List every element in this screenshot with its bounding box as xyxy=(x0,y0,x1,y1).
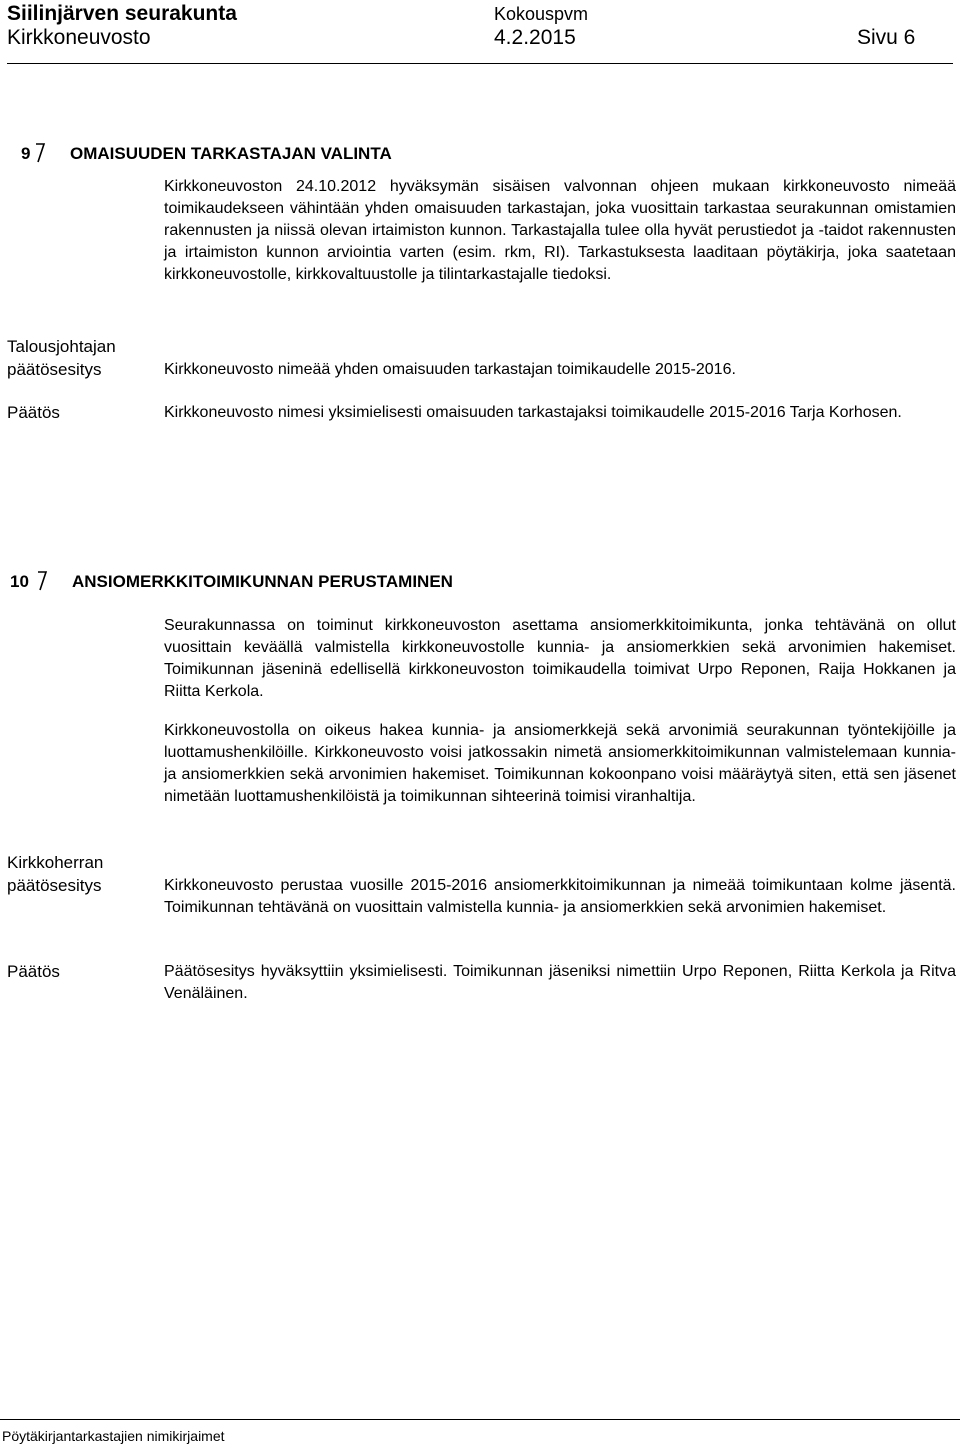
proposal-label-line2: päätösesitys xyxy=(7,876,102,895)
proposal-label-line2: päätösesitys xyxy=(7,360,102,379)
section-body-text: Kirkkoneuvoston 24.10.2012 hyväksymän sisäisen valvonnan ohjeen mukaan kirkkoneuvosto nimeää toimikaudekseen vähintään yhden omaisuuden tarkastajan, joka vuosittain tarkastaa seurakunnan omistamien rakennusten ja niissä olevan irtaimiston kunnon. Tarkastajalla tulee olla hyvät perustiedot ja -taidot rakennusten ja irtaimiston kunnon arviointia varten (esim. rkm, RI). Tarkastuksesta laaditaan pöytäkirja, joka saatetaan kirkkoneuvostolle, kirkkovaltuustolle ja tilintarkastajalle tiedoksi. xyxy=(164,178,956,283)
initials-label: Pöytäkirjantarkastajien nimikirjaimet xyxy=(2,1428,225,1444)
footer-divider xyxy=(0,1419,960,1420)
section-number: 9 xyxy=(21,144,31,163)
section-title: OMAISUUDEN TARKASTAJAN VALINTA xyxy=(70,144,392,163)
decision-text: Päätösesitys hyväksyttiin yksimielisesti. Toimikunnan jäseniksi nimettiin Urpo Reponen, Riitta Kerkola ja Ritva Venäläinen. xyxy=(164,963,956,1002)
decision-text: Kirkkoneuvosto nimesi yksimielisesti omaisuuden tarkastajaksi toimikaudelle 2015-2016 Tarja Korhosen. xyxy=(164,404,902,421)
proposal-text: Kirkkoneuvosto nimeää yhden omaisuuden tarkastajan toimikaudelle 2015-2016. xyxy=(164,361,736,378)
page-number: Sivu 6 xyxy=(857,26,916,49)
meeting-date-label: Kokouspvm xyxy=(494,4,589,24)
meeting-date: 4.2.2015 xyxy=(494,26,576,49)
proposal-text: Kirkkoneuvosto perustaa vuosille 2015-2016 ansiomerkkitoimikunnan ja nimeää toimikuntaan kolme jäsentä. Toimikunnan tehtävänä on vuosittain valmistella kunnia- ja ansiomerkkien sekä arvonimien hakemiset. xyxy=(164,877,956,916)
section-body-text: Kirkkoneuvostolla on oikeus hakea kunnia- ja ansiomerkkejä sekä arvonimiä seurakunnan työntekijöille ja luottamushenkilöille. Kirkkoneuvosto voisi jatkossakin nimetä ansiomerkkitoimikunnan valmistelemaan kunnia- ja ansiomerkkien sekä arvonimien hakemiset. Toimikunnan kokoonpano voisi määräytyä siten, että sen jäsenet nimetään luottamushenkilöistä ja toimikunnan sihteerinä toimisi viranhaltija. xyxy=(164,722,956,805)
decision-label: Päätös xyxy=(7,403,60,422)
section-mark-icon xyxy=(36,569,48,593)
section-mark-icon xyxy=(34,141,46,165)
section-title: ANSIOMERKKITOIMIKUNNAN PERUSTAMINEN xyxy=(72,572,453,591)
proposal-label-line1: Talousjohtajan xyxy=(7,337,116,356)
header-divider xyxy=(7,63,953,64)
section-body-text: Seurakunnassa on toiminut kirkkoneuvoston asettama ansiomerkkitoimikunta, jonka tehtävänä on ollut vuosittain keväällä valmistella kirkkoneuvostolle kunnia- ja ansiomerkkien sekä arvonimien hakemiset. Toimikunnan jäseninä edellisellä kirkkoneuvoston toimikaudella toimivat Urpo Reponen, Raija Hokkanen ja Riitta Kerkola. xyxy=(164,617,956,700)
proposal-label-line1: Kirkkoherran xyxy=(7,853,104,872)
organization-name: Siilinjärven seurakunta xyxy=(7,2,237,25)
section-number: 10 xyxy=(10,572,29,591)
meeting-body-name: Kirkkoneuvosto xyxy=(7,26,151,49)
decision-label: Päätös xyxy=(7,962,60,981)
